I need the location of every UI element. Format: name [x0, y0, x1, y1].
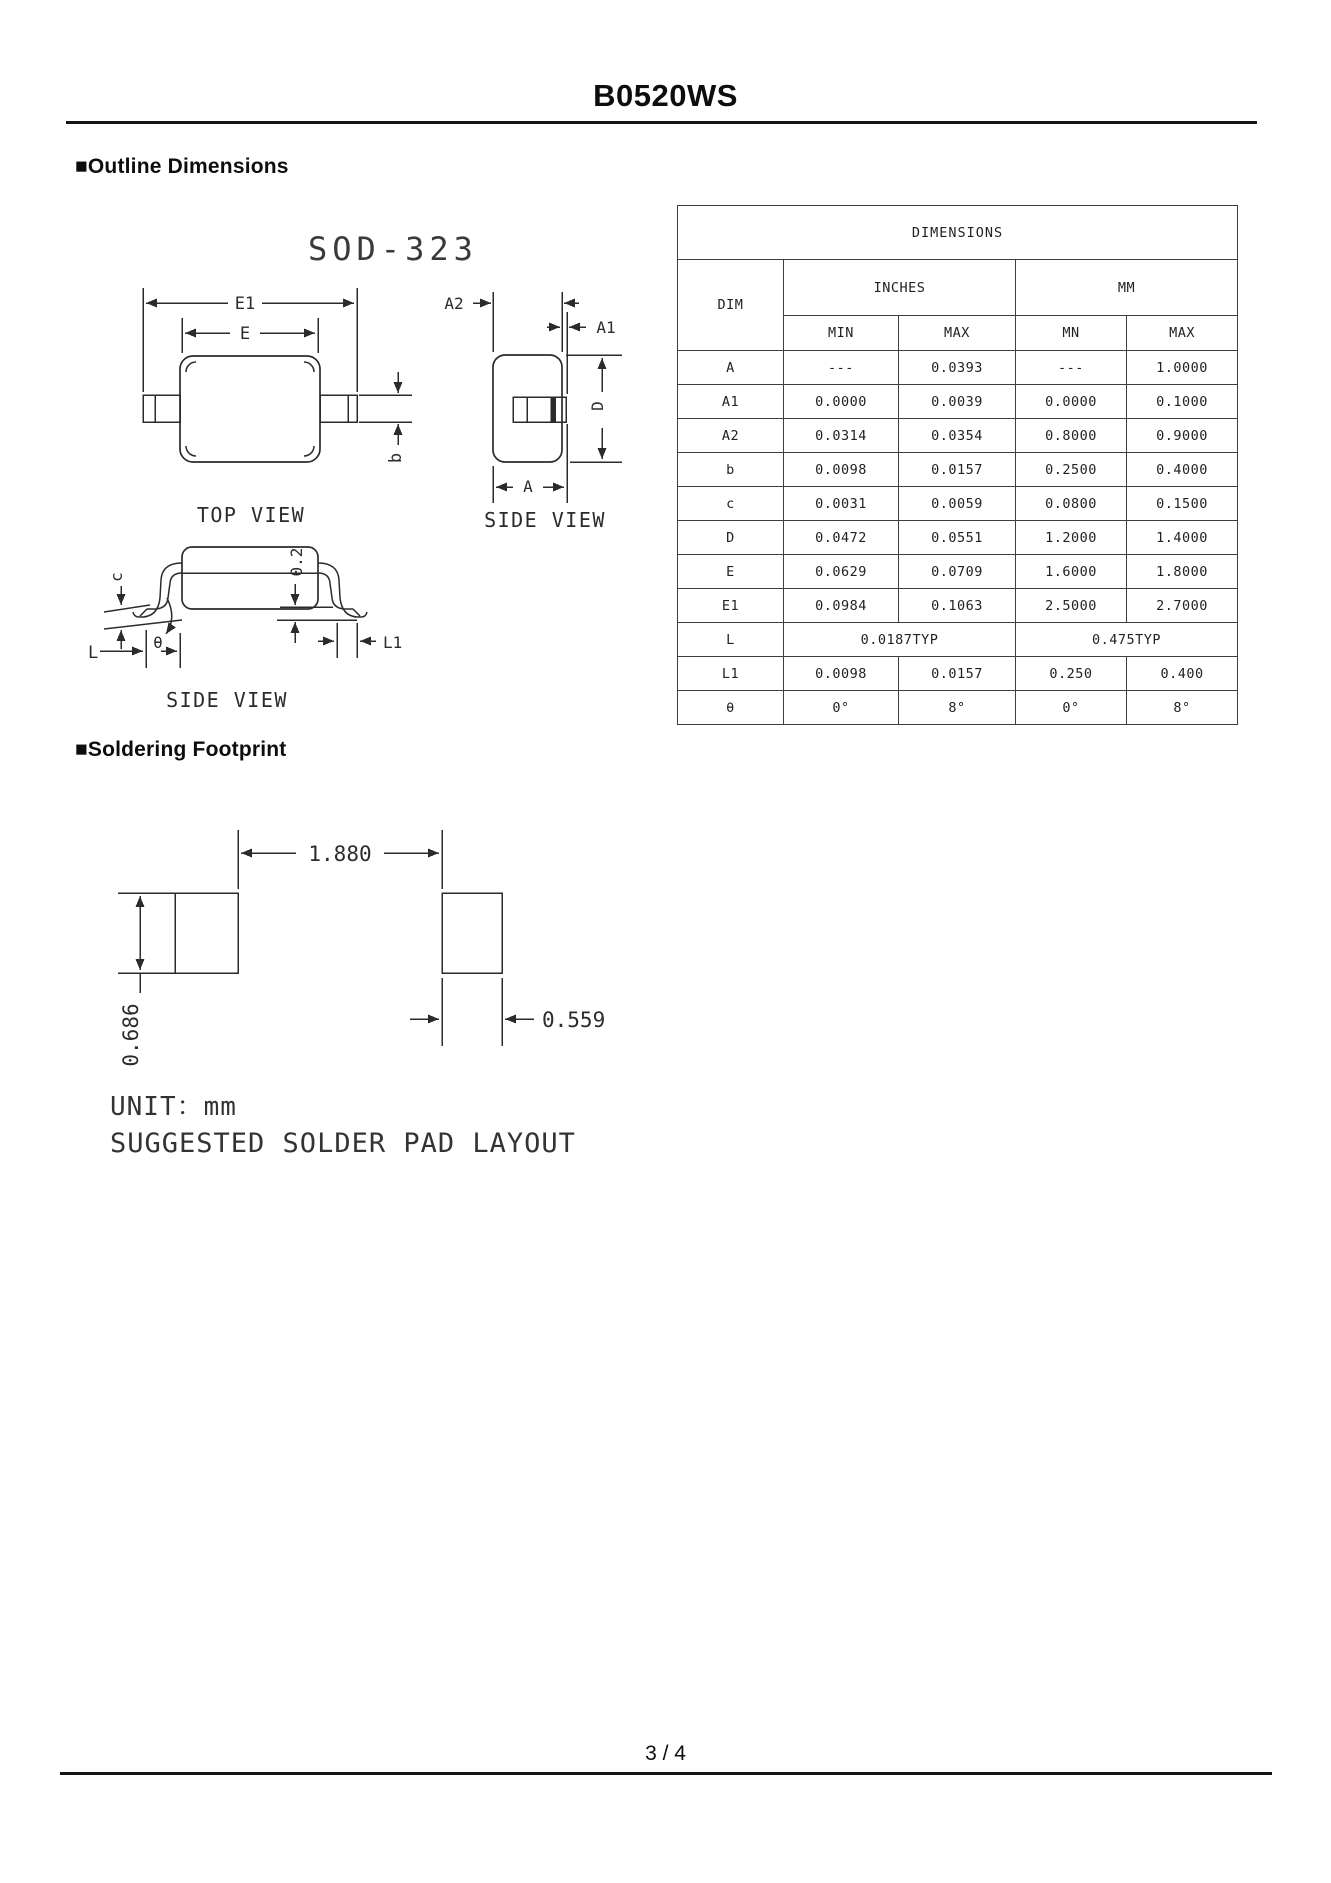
outline-drawing [60, 225, 680, 740]
title-divider [66, 121, 1257, 124]
label-theta: θ [153, 633, 163, 652]
table-row-L1: L1 0.0098 0.0157 0.250 0.400 [678, 657, 1238, 691]
label-a: A [523, 477, 533, 496]
dimensions-table [677, 205, 1238, 725]
table-row-E1: E1 0.0984 0.1063 2.5000 2.7000 [678, 589, 1238, 623]
table-row-E: E 0.0629 0.0709 1.6000 1.8000 [678, 555, 1238, 589]
side-view-caption: SIDE VIEW [484, 508, 606, 532]
label-standoff: 0.2 [287, 547, 306, 577]
col-group-mm: MM [1016, 260, 1238, 316]
top-view-drawing [143, 288, 412, 462]
label-d: D [588, 401, 607, 411]
label-c: c [107, 572, 126, 582]
col-header-inch-max: MAX [899, 316, 1016, 351]
label-b: b [386, 452, 406, 464]
section-heading-outline-dimensions: ■Outline Dimensions [75, 155, 289, 178]
page-number: 3 / 4 [645, 1742, 686, 1765]
unit-note: UNIT：mm [110, 1092, 237, 1122]
table-row-L: L 0.0187TYP 0.475TYP [678, 623, 1238, 657]
footer-divider [60, 1772, 1272, 1775]
label-e1: E1 [234, 294, 256, 314]
side-view2-caption: SIDE VIEW [166, 688, 288, 712]
col-header-mm-max: MAX [1127, 316, 1238, 351]
table-row-D: D 0.0472 0.0551 1.2000 1.4000 [678, 521, 1238, 555]
table-row-A: A --- 0.0393 --- 1.0000 [678, 351, 1238, 385]
pitch-value: 1.880 [308, 842, 372, 866]
table-row-title [678, 206, 1238, 260]
col-group-inches: INCHES [784, 260, 1016, 316]
solder-pad-left [175, 893, 238, 973]
col-header-inch-min: MIN [784, 316, 899, 351]
page-title: B0520WS [593, 78, 738, 113]
table-row-theta: θ 0° 8° 0° 8° [678, 691, 1238, 725]
table-row-c: c 0.0031 0.0059 0.0800 0.1500 [678, 487, 1238, 521]
label-l: L [88, 643, 99, 663]
table-title-cell: DIMENSIONS [678, 206, 1238, 260]
pad-height-value: 0.686 [119, 1003, 143, 1067]
footprint-drawing [80, 810, 640, 1080]
col-header-dim: DIM [678, 260, 784, 351]
label-a1: A1 [596, 318, 616, 337]
solder-pad-right [442, 893, 502, 973]
label-l1: L1 [383, 633, 403, 652]
solder-pad-layout-caption: SUGGESTED SOLDER PAD LAYOUT [110, 1128, 576, 1159]
table-row-b: b 0.0098 0.0157 0.2500 0.4000 [678, 453, 1238, 487]
label-e: E [239, 324, 251, 344]
col-header-mm-min: MN [1016, 316, 1127, 351]
table-row-A1: A1 0.0000 0.0039 0.0000 0.1000 [678, 385, 1238, 419]
top-view-caption: TOP VIEW [196, 503, 306, 527]
section-heading-soldering-footprint: ■Soldering Footprint [75, 738, 287, 761]
package-name: SOD-323 [308, 230, 478, 268]
table-row-A2: A2 0.0314 0.0354 0.8000 0.9000 [678, 419, 1238, 453]
label-a2: A2 [444, 294, 464, 313]
side-view2-drawing [100, 547, 376, 668]
pad-width-value: 0.559 [542, 1008, 606, 1032]
table-row-groups [678, 260, 1238, 316]
